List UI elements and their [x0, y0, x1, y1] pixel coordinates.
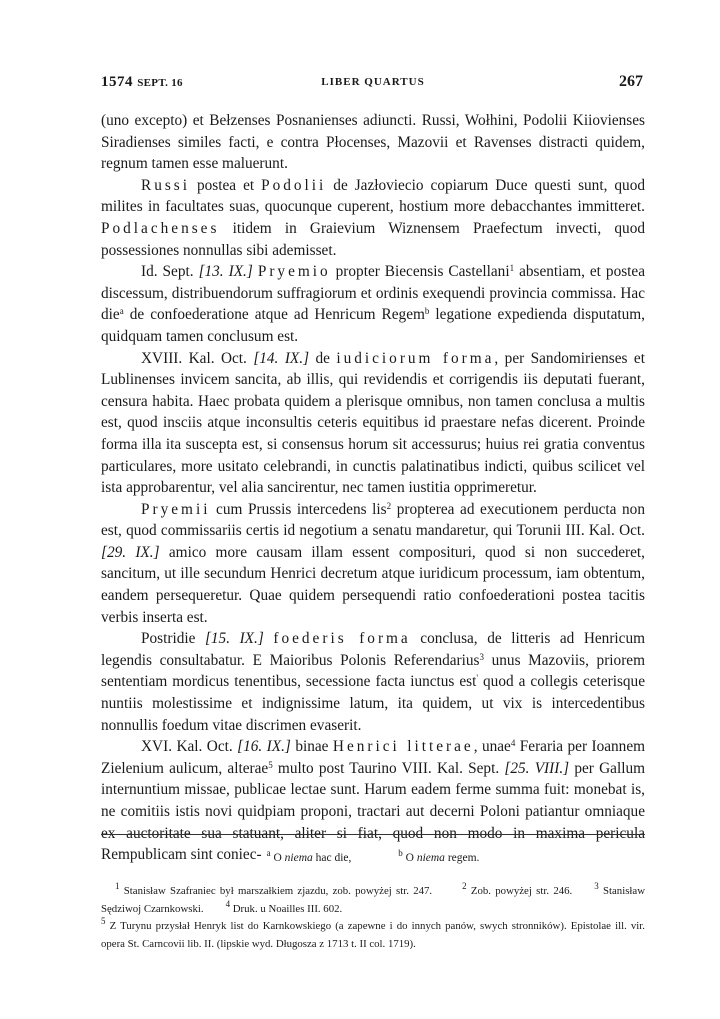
- footnote-marker: a: [119, 306, 124, 317]
- text-run: O: [273, 852, 285, 864]
- text-run: quod a collegis ceterisque nuntiis molestissime et indignissime latum, ita quidem, ut vix is intercedentibus nonnullis foedum vitae discrimen evaserit.: [101, 673, 645, 734]
- footnote-marker: 3: [479, 651, 484, 662]
- paragraph-1: (uno excepto) et Bełzenses Posnanienses adiuncti. Russi, Wołhini, Podolii Kiiovienses Siradienses similes facti, e contra Płocenses, Mazovii et Ravenses distracti quidem, regnum tamen esse maluerunt.: [101, 112, 645, 173]
- text-run: Postridie: [141, 630, 205, 648]
- text-run: itidem in Graievium Wiznensem Praefectum invecti, quod possessiones nonnullas sibi ademisset.: [101, 219, 645, 259]
- text-run: de Jazłoviecio copiarum Duce questi sunt, quod milites in facultates suas, quocunque cuperent, hostium more debacchantes immitteret.: [101, 176, 645, 216]
- spaced-name: Pryemio: [257, 263, 331, 281]
- footnote-marker: 2: [386, 500, 392, 511]
- text-run: unus Mazoviis, priorem sententiam mordicus tenentibus, secessione facta iunctus est: [101, 651, 645, 691]
- paragraph-2: [101, 175, 645, 261]
- text-run: de: [309, 349, 337, 367]
- paragraph-5: [101, 499, 645, 629]
- date-reference: [13. IX.]: [198, 263, 253, 281]
- letter-notes: [101, 848, 645, 864]
- italic-word: niema: [416, 852, 445, 864]
- text-run: legatione expedienda disputatum, quidquam tamen conclusum est.: [101, 306, 645, 345]
- spaced-name: Pryemii: [141, 500, 211, 518]
- header-title: LIBER QUARTUS: [321, 76, 425, 88]
- text-run: de confoederatione atque ad Henricum Regem: [123, 306, 425, 324]
- footnote-marker: 5: [268, 759, 273, 770]
- footnote-marker: 4: [225, 898, 231, 909]
- text-run: cum Prussis intercedens lis: [210, 500, 387, 518]
- running-header: [101, 72, 645, 94]
- text-run: absentiam, et postea discessum, distribuendorum suffragiorum et ordinis exequendi provincia commissa. Hac die: [101, 263, 645, 324]
- text-run: hac die,: [312, 852, 352, 864]
- text-run: per Gallum internuntium missae, publicae lectae sunt. Harum eadem ferme summa fuit: monebat is, ne comitiis istis novi quidpiam proponi, tractari aut decerni Poloni patiantur omniaque ex auctoritate sua statuant, aliter si fiat, quod non modo in maxima pericula Rempublicam sint coniec-: [101, 759, 645, 864]
- footnote-marker: 5: [101, 916, 106, 926]
- header-year: 1574: [101, 74, 133, 90]
- text-run: O: [405, 852, 417, 864]
- footnote-1: Stanisław Szafraniec był marszałkiem zjazdu, zob. powyżej str. 247.: [119, 885, 433, 897]
- text-run: amico more causam illam essent composituri, quod si non succederet, sancitum, ut ille secundum Henrici decretum atque iuridicum processum, iam obtentum, eandem persequeretur. Quae quidem persequendi ratio confoederationi postea tacitis verbis inserta est.: [101, 543, 646, 626]
- text-run: conclusa, de litteris ad Henricum legendis consultabatur. E Maioribus Polonis Referendarius: [101, 630, 645, 669]
- text-run: multo post Taurino VIII. Kal. Sept.: [272, 759, 505, 777]
- date-reference: [15. IX.]: [204, 630, 264, 648]
- footnote-line-1: [101, 883, 645, 918]
- footnote-marker: 1: [509, 263, 515, 274]
- footnote-3: Stanisław Sędziwoj Czarnkowski.: [101, 885, 645, 915]
- letter-note-b: [398, 848, 480, 864]
- paragraph-7: [101, 736, 645, 866]
- spaced-name: Podolii: [261, 176, 327, 194]
- spaced-name: foederis forma: [273, 630, 411, 648]
- footnote-line-5: [101, 918, 645, 953]
- spaced-name: Russi: [141, 176, 191, 194]
- date-reference: [16. IX.]: [237, 738, 291, 756]
- footnote-4: Druk. u Noailles III. 602.: [230, 902, 343, 915]
- text-run: XVIII. Kal. Oct.: [141, 349, 254, 367]
- text-run: propterea ad executionem perducta non est, quod commissariis certis id negotium a senatu mandaretur, qui Torunii III. Kal. Oct.: [101, 500, 645, 540]
- footnote-marker: 2: [462, 881, 467, 891]
- page-number: 267: [619, 73, 643, 90]
- body-text: [101, 110, 645, 866]
- footnote-marker: 3: [594, 881, 599, 891]
- footnotes: [101, 883, 645, 953]
- header-month-day: SEPT. 16: [137, 77, 183, 89]
- text-run: , unae: [473, 738, 511, 756]
- paragraph-6: [101, 628, 645, 736]
- footnote-marker: b: [398, 848, 403, 858]
- spaced-name: iudiciorum forma: [336, 349, 495, 367]
- footnote-marker: b: [424, 306, 430, 317]
- footnote-2: Zob. powyżej str. 246.: [466, 885, 573, 897]
- date-reference: [29. IX.]: [101, 543, 160, 561]
- text-run: , per Sandomirienses et Lublinenses invicem sancita, ab illis, qui revidendis et corrigendis iis deputati fuerant, censura habita. Haec probata quidem a plerisque omnibus, non tamen conclusa a multis est, quod insciis atque inconsultis ceteris equitibus id praestare nefas dicerent. Proinde forma illa ita suscepta est, si consensus horum sit accessurus; huius rei gratia conventus particulares, more usitato celebrandi, in cunctis palatinatibus indicti, quibus scilicet vel ista approbarentur, vel alia sancirentur, nec tamen iustitia opprimeretur.: [101, 349, 645, 497]
- text-run: binae: [290, 738, 333, 756]
- footnote-divider: [101, 834, 645, 835]
- footnote-marker: 4: [510, 738, 516, 749]
- footnote-marker: ': [476, 673, 479, 684]
- text-run: [264, 630, 274, 647]
- text-run: XVI. Kal. Oct.: [141, 738, 238, 756]
- letter-note-a: [266, 848, 352, 864]
- paragraph-4: [101, 348, 645, 499]
- footnote-5: Z Turynu przysłał Henryk list do Karnkowskiego (a zapewne i do innych panów, swych stronników). Epistolae ill. vir. opera St. Carncovii lib. II. (lipskie wyd. Długosza z 1713 t. II col. 1719).: [101, 920, 645, 950]
- date-reference: [25. VIII.]: [504, 759, 570, 777]
- date-reference: [14. IX.]: [253, 349, 310, 367]
- footnote-marker: 1: [115, 881, 120, 891]
- footnote-marker: a: [266, 848, 271, 858]
- spaced-name: Podlachenses: [101, 219, 220, 237]
- text-run: regem.: [444, 852, 480, 864]
- paragraph-3: [101, 261, 645, 347]
- text-run: propter Biecensis Castellani: [330, 263, 510, 281]
- text-run: Id. Sept.: [141, 263, 199, 281]
- text-run: Feraria per Ioannem Zielenium aulicum, alterae: [101, 738, 646, 777]
- italic-word: niema: [284, 852, 313, 864]
- text-run: postea et: [190, 176, 262, 194]
- spaced-name: Henrici litterae: [332, 738, 474, 756]
